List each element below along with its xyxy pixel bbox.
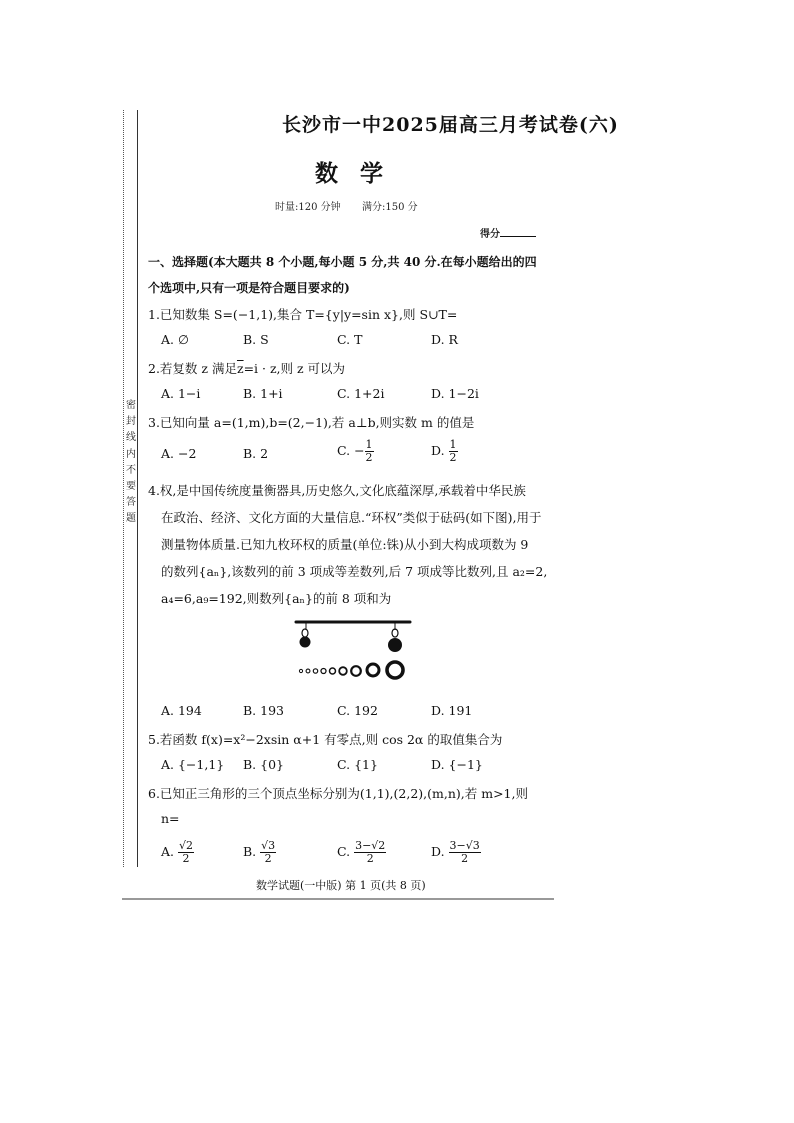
q4-line5: a₄=6,a₉=192,则数列{aₙ}的前 8 项和为 xyxy=(161,591,392,606)
q5-option-c: C. {1} xyxy=(337,757,378,772)
q4-option-d: D. 191 xyxy=(431,703,473,718)
q3-option-c xyxy=(337,439,374,464)
q6-b-denominator: 2 xyxy=(264,852,272,865)
q3-option-d-fraction xyxy=(449,439,458,464)
q1-option-b: B. S xyxy=(243,332,269,347)
page-footer: 数学试题(一中版) 第 1 页(共 8 页) xyxy=(256,879,426,892)
q4-line4: 的数列{aₙ},该数列的前 3 项成等差数列,后 7 项成等比数列,且 a₂=2, xyxy=(161,564,548,579)
q3-d-denominator: 2 xyxy=(449,451,457,464)
q4-option-b: B. 193 xyxy=(243,703,284,718)
q2-option-c: C. 1+2i xyxy=(337,386,385,401)
q6-option-a-fraction xyxy=(178,840,194,865)
q6-option-d xyxy=(431,840,481,865)
q6-option-d-fraction xyxy=(449,840,481,865)
score-label: 得分 xyxy=(480,229,500,240)
q2-zbar: $\overline{z}$ xyxy=(236,361,244,376)
score-field xyxy=(480,225,536,240)
q5-option-a: A. {−1,1} xyxy=(161,757,225,772)
q4-line1: 4.权,是中国传统度量衡器具,历史悠久,文化底蕴深厚,承载着中华民族 xyxy=(148,483,526,498)
q2-option-a: A. 1−i xyxy=(161,386,201,401)
q2-stem xyxy=(148,359,345,377)
q4-option-c: C. 192 xyxy=(337,703,378,718)
q6-option-b xyxy=(243,840,276,865)
q1-option-c: C. T xyxy=(337,332,363,347)
q1-option-a: A. ∅ xyxy=(161,332,189,347)
q6-c-denominator: 2 xyxy=(366,852,374,865)
exam-time: 时量:120 分钟 xyxy=(275,202,341,213)
q6-line2: n= xyxy=(161,811,180,826)
footer-rule xyxy=(122,898,554,900)
subject-title: 数学 xyxy=(315,160,405,187)
q2-stem-part1: 2.若复数 z 满足 xyxy=(148,361,237,376)
score-blank xyxy=(500,226,536,237)
q6-line1: 6.已知正三角形的三个顶点坐标分别为(1,1),(2,2),(m,n),若 m>1,则 xyxy=(148,786,528,801)
q4-line2: 在政治、经济、文化方面的大量信息.“环权”类似于砝码(如下图),用于 xyxy=(161,510,542,525)
q2-option-b: B. 1+i xyxy=(243,386,283,401)
q3-c-numerator: 1 xyxy=(365,438,373,451)
q3-option-b: B. 2 xyxy=(243,446,269,461)
balance-scale xyxy=(296,622,410,652)
q1-stem: 1.已知数集 S=(−1,1),集合 T={y|y=sin x},则 S∪T= xyxy=(148,307,458,322)
q6-d-numerator: 3−√3 xyxy=(449,839,480,852)
q6-a-numerator: √2 xyxy=(178,839,193,852)
seal-notice: 密封线内不要答题 xyxy=(126,400,136,525)
q5-option-d: D. {−1} xyxy=(431,757,483,772)
q4-line3: 测量物体质量.已知九枚环权的质量(单位:铢)从小到大构成项数为 9 xyxy=(161,537,529,552)
q3-option-c-fraction xyxy=(365,439,374,464)
q2-option-d: D. 1−2i xyxy=(431,386,479,401)
section-heading-line2: 个选项中,只有一项是符合题目要求的) xyxy=(148,281,350,295)
q4-option-a: A. 194 xyxy=(161,703,202,718)
q5-option-b: B. {0} xyxy=(243,757,284,772)
q3-option-c-prefix: C. − xyxy=(337,443,365,458)
exam-title: 长沙市一中2025届高三月考试卷(六) xyxy=(282,114,619,136)
ring-weights-figure xyxy=(292,615,418,685)
q6-option-c xyxy=(337,840,386,865)
q6-option-a xyxy=(161,840,194,865)
q6-b-numerator: √3 xyxy=(261,839,276,852)
q6-option-c-fraction xyxy=(354,840,386,865)
q3-option-a: A. −2 xyxy=(161,446,197,461)
q6-option-b-fraction xyxy=(260,840,276,865)
binding-solid-line xyxy=(137,110,138,867)
binding-dotted-line xyxy=(123,110,124,867)
q6-d-denominator: 2 xyxy=(461,852,469,865)
q3-option-d xyxy=(431,439,458,464)
q3-d-numerator: 1 xyxy=(449,438,457,451)
q6-c-numerator: 3−√2 xyxy=(355,839,386,852)
q6-option-d-prefix: D. xyxy=(431,844,449,859)
q2-stem-part2: =i · z,则 z 可以为 xyxy=(243,361,346,376)
q6-option-c-prefix: C. xyxy=(337,844,355,859)
q6-option-a-prefix: A. xyxy=(161,844,178,859)
q3-c-denominator: 2 xyxy=(365,451,373,464)
q6-a-denominator: 2 xyxy=(182,852,190,865)
nine-rings xyxy=(299,662,403,678)
q1-option-d: D. R xyxy=(431,332,458,347)
q5-stem: 5.若函数 f(x)=x²−2xsin α+1 有零点,则 cos 2α 的取值集合为 xyxy=(148,732,503,747)
q3-option-d-prefix: D. xyxy=(431,443,449,458)
q3-stem: 3.已知向量 a=(1,m),b=(2,−1),若 a⊥b,则实数 m 的值是 xyxy=(148,415,475,430)
section-heading-line1: 一、选择题(本大题共 8 个小题,每小题 5 分,共 40 分.在每小题给出的四 xyxy=(148,255,537,269)
q6-option-b-prefix: B. xyxy=(243,844,261,859)
exam-full-score: 满分:150 分 xyxy=(362,202,418,213)
